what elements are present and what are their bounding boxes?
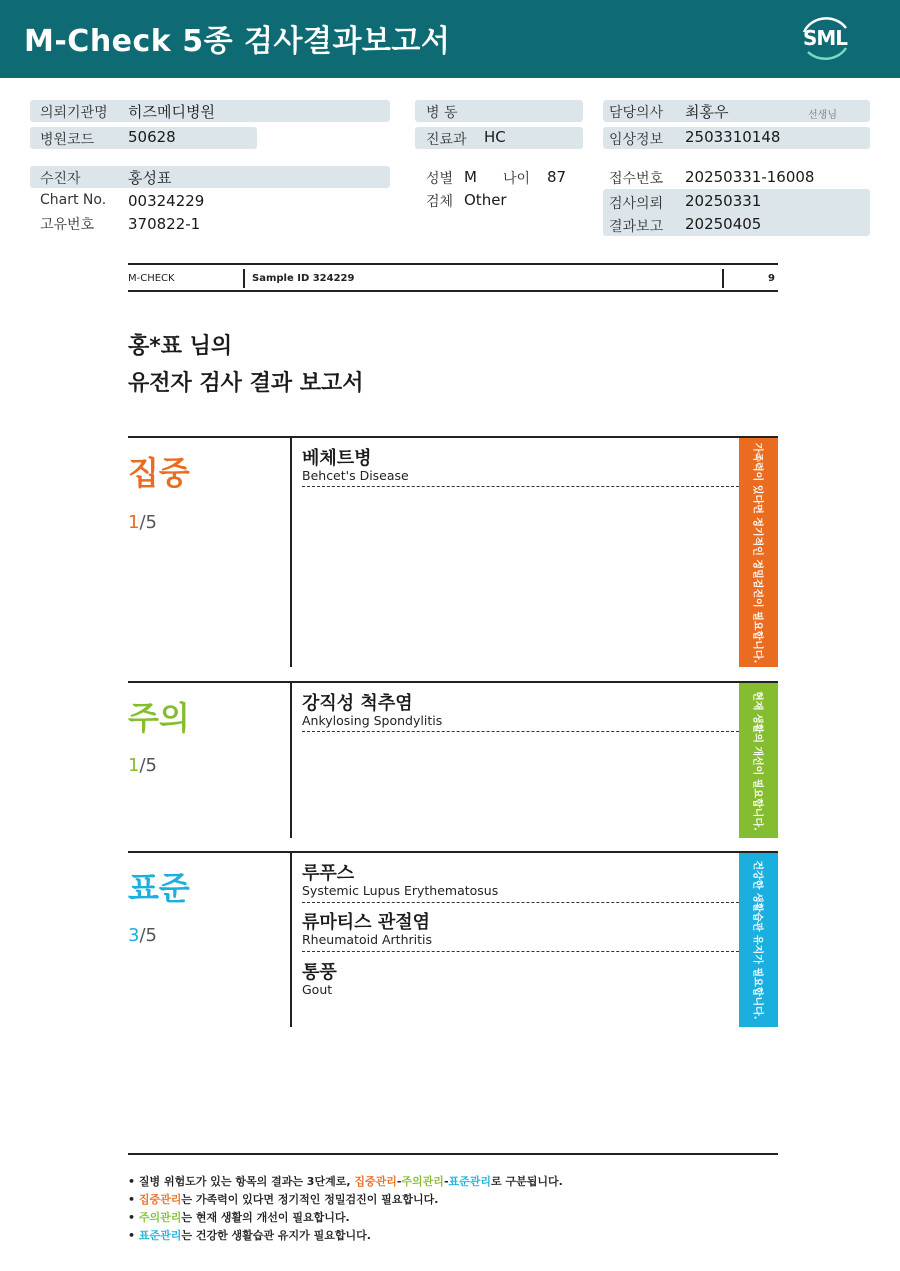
section-advice-band <box>739 683 778 838</box>
note-3-key: 주의관리 <box>138 1211 182 1224</box>
note-2-text: 는 가족력이 있다면 정기적인 정밀검진이 필요합니다. <box>181 1193 439 1206</box>
disease-item <box>302 689 739 732</box>
age-value: 87 <box>547 168 567 186</box>
note-1-standard: 표준관리 <box>448 1175 492 1188</box>
note-1-caution: 주의관리 <box>401 1175 444 1188</box>
report-title-line2: 유전자 검사 결과 보고서 <box>128 371 364 396</box>
sml-logo <box>796 12 854 66</box>
section-advice-text: 건강한 생활습관 유지가 필요합니다. <box>751 860 762 1020</box>
disease-name-en: Rheumatoid Arthritis <box>302 932 432 947</box>
section-count <box>128 925 157 946</box>
section-caution <box>128 681 778 836</box>
disease-item <box>302 908 739 952</box>
disease-item <box>302 859 739 903</box>
note-3 <box>128 1209 350 1225</box>
doctor-suffix: 선생님 <box>808 110 837 121</box>
request-date-value: 20250331 <box>685 192 762 210</box>
note-1-focus: 집중관리 <box>354 1175 397 1188</box>
sample-bar-divider <box>243 269 245 288</box>
hospital-code-value: 50628 <box>128 128 176 146</box>
report-title <box>128 328 364 402</box>
ward-label: 병 동 <box>426 105 458 121</box>
specimen-label: 검체 <box>426 194 454 210</box>
disease-name-ko: 루푸스 <box>302 863 355 884</box>
note-1-dash: - <box>443 1175 449 1188</box>
section-divider-line <box>290 683 292 838</box>
doctor-label: 담당의사 <box>609 105 664 121</box>
disease-name-en: Behcet's Disease <box>302 468 409 483</box>
age-label: 나이 <box>503 171 531 187</box>
section-heading: 주의 <box>128 699 190 737</box>
disease-name-ko: 통풍 <box>302 962 337 983</box>
section-heading: 집중 <box>128 454 190 492</box>
chart-no-label: Chart No. <box>40 192 107 208</box>
note-1-text-pre: 질병 위험도가 있는 항목의 결과는 3단계로, <box>138 1175 355 1188</box>
note-4-text: 는 건강한 생활습관 유지가 필요합니다. <box>181 1229 371 1242</box>
product-name: M-CHECK <box>128 273 175 284</box>
section-divider-line <box>290 438 292 667</box>
disease-name-ko: 강직성 척추염 <box>302 693 413 714</box>
page-number: 9 <box>768 273 775 284</box>
section-advice-band <box>739 853 778 1027</box>
disease-item <box>302 444 739 487</box>
patient-value: 홍성표 <box>128 169 172 187</box>
result-date-label: 결과보고 <box>609 219 664 235</box>
note-2 <box>128 1191 439 1207</box>
section-divider-line <box>290 853 292 1027</box>
unique-no-label: 고유번호 <box>40 217 95 233</box>
disease-name-en: Ankylosing Spondylitis <box>302 713 443 728</box>
section-standard <box>128 851 778 1025</box>
sample-bar-divider <box>722 269 724 288</box>
patient-pill <box>30 166 390 188</box>
section-heading: 표준 <box>128 869 190 907</box>
note-bullet: • <box>128 1211 136 1224</box>
department-label: 진료과 <box>426 132 467 148</box>
patient-label: 수진자 <box>40 171 81 187</box>
section-count-hit: 1 <box>128 512 140 533</box>
section-count-hit: 1 <box>128 755 140 776</box>
clinical-info-label: 임상정보 <box>609 132 664 148</box>
receipt-no-label: 접수번호 <box>609 171 664 187</box>
sex-label: 성별 <box>426 171 454 187</box>
specimen-value: Other <box>464 191 507 209</box>
clinical-info-value: 2503310148 <box>685 128 781 146</box>
receipt-no-value: 20250331-16008 <box>685 168 815 186</box>
note-1 <box>128 1173 563 1189</box>
note-3-text: 는 현재 생활의 개선이 필요합니다. <box>181 1211 350 1224</box>
disease-name-en: Gout <box>302 982 333 997</box>
note-bullet: • <box>128 1175 136 1188</box>
department-value: HC <box>484 128 506 146</box>
footer-divider <box>128 1153 778 1155</box>
result-date-value: 20250405 <box>685 215 762 233</box>
disease-item <box>302 958 739 1002</box>
institution-value: 히즈메디병원 <box>128 103 215 121</box>
section-count-hit: 3 <box>128 925 140 946</box>
section-count <box>128 755 157 776</box>
note-1-dash: - <box>396 1175 402 1188</box>
section-count <box>128 512 157 533</box>
note-bullet: • <box>128 1193 136 1206</box>
request-date-label: 검사의뢰 <box>609 196 664 212</box>
note-4-key: 표준관리 <box>138 1229 182 1242</box>
unique-no-value: 370822-1 <box>128 215 201 233</box>
section-advice-band <box>739 438 778 667</box>
note-1-text-post: 로 구분됩니다. <box>491 1175 563 1188</box>
disease-name-ko: 류마티스 관절염 <box>302 912 430 933</box>
report-header-title: M-Check 5종 검사결과보고서 <box>24 24 451 59</box>
section-count-total: /5 <box>139 512 157 533</box>
section-count-total: /5 <box>139 925 157 946</box>
note-2-key: 집중관리 <box>138 1193 182 1206</box>
sample-id-bar <box>128 263 778 292</box>
institution-label: 의뢰기관명 <box>40 105 108 121</box>
disease-name-ko: 베체트병 <box>302 448 372 469</box>
section-focus <box>128 436 778 665</box>
note-bullet: • <box>128 1229 136 1242</box>
sex-value: M <box>464 168 477 186</box>
chart-no-value: 00324229 <box>128 192 205 210</box>
report-header <box>0 0 900 78</box>
sml-logo-text: SML <box>802 26 848 50</box>
section-advice-text: 현재 생활의 개선이 필요합니다. <box>751 690 762 831</box>
disease-name-en: Systemic Lupus Erythematosus <box>302 883 499 898</box>
doctor-value: 최홍우 <box>685 103 729 121</box>
sample-id: Sample ID 324229 <box>252 273 355 284</box>
report-title-line1: 홍*표 님의 <box>128 334 233 359</box>
section-advice-text: 가족력이 있다면 정기적인 정밀검진이 필요합니다. <box>751 442 762 663</box>
section-count-total: /5 <box>139 755 157 776</box>
hospital-code-label: 병원코드 <box>40 132 95 148</box>
note-4 <box>128 1227 371 1243</box>
